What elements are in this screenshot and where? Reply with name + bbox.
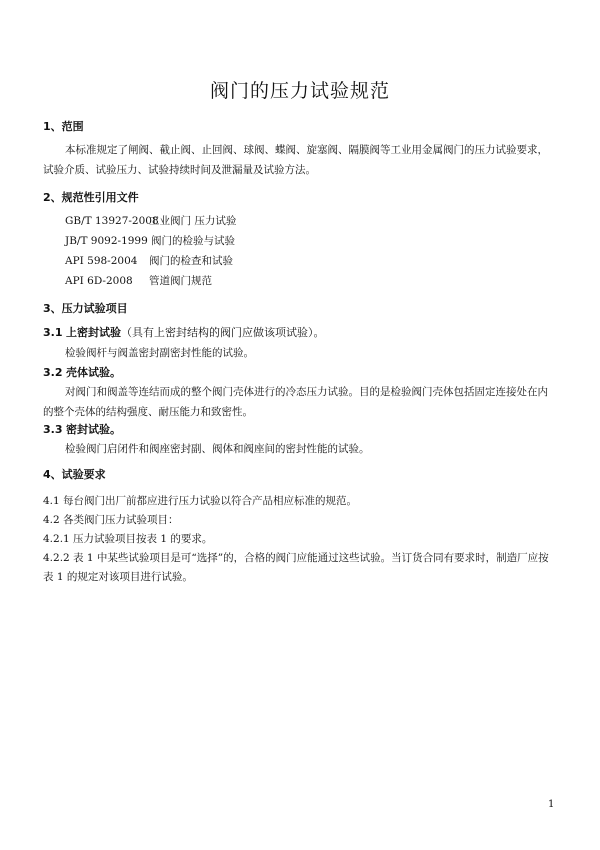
reference-item xyxy=(65,273,212,288)
subsection-3-2-line-2: 的整个壳体的结构强度、耐压能力和致密性。 xyxy=(43,406,253,418)
section-heading-references: 2、规范性引用文件 xyxy=(43,191,139,204)
reference-code: API 598-2004 xyxy=(65,255,138,267)
reference-name: 工业阀门 压力试验 xyxy=(149,215,237,227)
reference-code: JB/T 9092-1999 xyxy=(65,235,148,247)
reference-item xyxy=(65,253,233,268)
subsection-number: 3.3 xyxy=(43,423,63,436)
section-heading-test-items: 3、压力试验项目 xyxy=(43,302,128,315)
subsection-3-2-heading xyxy=(43,364,121,380)
page-number: 1 xyxy=(548,799,555,810)
document-title: 阀门的压力试验规范 xyxy=(209,80,390,102)
subsection-3-3-heading xyxy=(43,421,121,437)
requirement-4-2-2-line-1: 4.2.2 表 1 中某些试验项目是可“选择”的，合格的阀门应能通过这些试验。当订货合同有要求时，制造厂应按 xyxy=(43,552,549,564)
requirement-4-2: 4.2 各类阀门压力试验项目： xyxy=(43,514,179,526)
subsection-3-2-line-1: 对阀门和阀盖等连结而成的整个阀门壳体进行的冷态压力试验。目的是检验阀门壳体包括固定连接处在内 xyxy=(65,386,548,398)
reference-name: 阀门的检查和试验 xyxy=(149,255,233,267)
reference-item xyxy=(65,213,236,228)
subsection-number: 3.1 xyxy=(43,326,63,339)
requirement-4-2-1: 4.2.1 压力试验项目按表 1 的要求。 xyxy=(43,533,213,545)
subsection-3-1-heading xyxy=(43,324,325,340)
subsection-3-3-text: 检验阀门启闭件和阀座密封副、阀体和阀座间的密封性能的试验。 xyxy=(65,443,370,455)
subsection-label: 壳体试验。 xyxy=(66,366,121,379)
reference-name: 管道阀门规范 xyxy=(149,275,212,287)
subsection-number: 3.2 xyxy=(43,366,63,379)
section-heading-requirements: 4、试验要求 xyxy=(43,468,106,481)
subsection-3-1-text: 检验阀杆与阀盖密封副密封性能的试验。 xyxy=(65,347,254,359)
reference-code: API 6D-2008 xyxy=(65,275,133,287)
requirement-4-1: 4.1 每台阀门出厂前都应进行压力试验以符合产品相应标准的规范。 xyxy=(43,495,358,507)
requirement-4-2-2-line-2: 表 1 的规定对该项目进行试验。 xyxy=(43,571,193,583)
reference-item xyxy=(65,233,235,248)
subsection-label: 上密封试验 xyxy=(66,326,121,339)
reference-name: 阀门的检验与试验 xyxy=(151,235,235,247)
section-heading-scope: 1、范围 xyxy=(43,120,84,133)
reference-code: GB/T 13927-2008 xyxy=(65,215,159,227)
subsection-note: （具有上密封结构的阀门应做该项试验）。 xyxy=(121,326,325,339)
scope-paragraph-line-2: 试验介质、试验压力、试验持续时间及泄漏量及试验方法。 xyxy=(43,164,316,176)
subsection-label: 密封试验。 xyxy=(66,423,121,436)
scope-paragraph-line-1: 本标准规定了闸阀、截止阀、止回阀、球阀、蝶阀、旋塞阀、隔膜阀等工业用金属阀门的压力试验要求， xyxy=(65,144,548,156)
